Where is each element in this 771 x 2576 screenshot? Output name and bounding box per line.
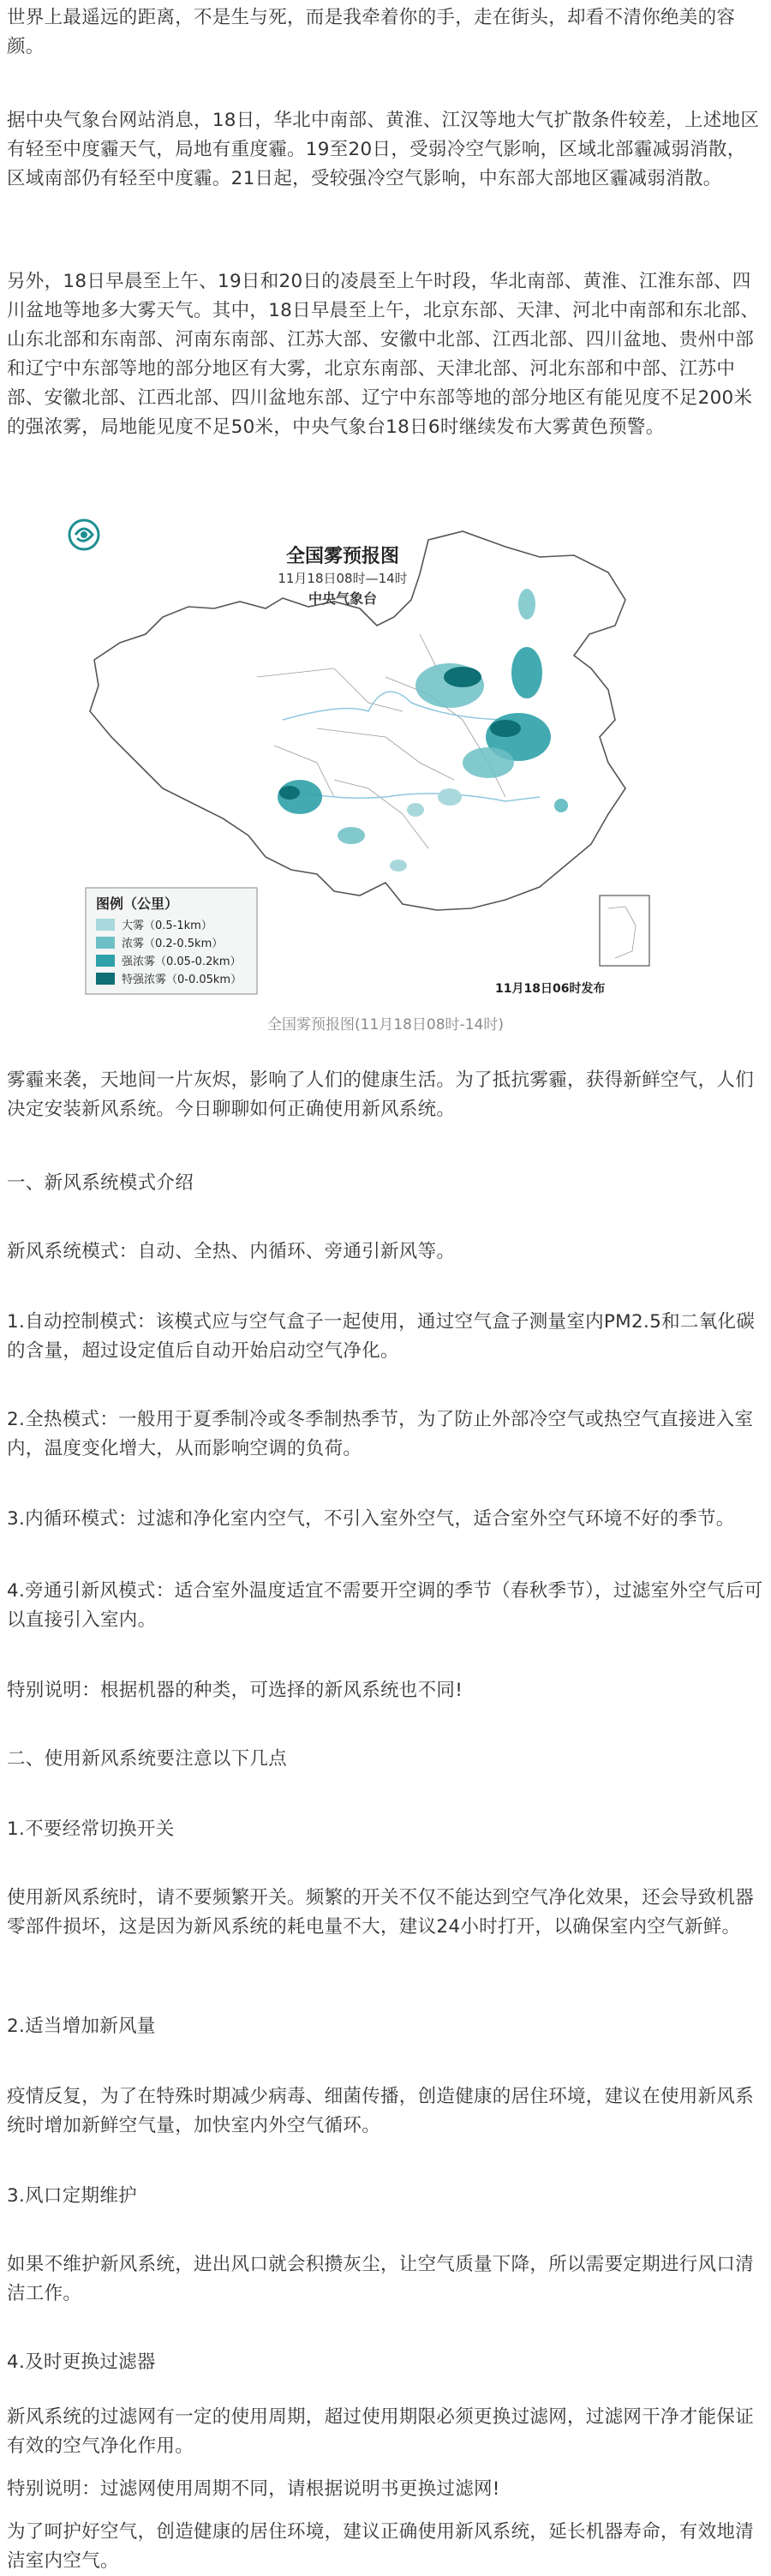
legend-label-dense-fog: 强浓雾（0.05-0.2km） <box>122 956 242 968</box>
paragraph-air-volume: 疫情反复，为了在特殊时期减少病毒、细菌传播，创造健康的居住环境，建议在使用新风系统时增加新鲜空气量，加快室内外空气循环。 <box>7 2086 755 2136</box>
subheading-vent-maintenance: 3.风口定期维护 <box>7 2185 137 2207</box>
fog-area-hebei-core <box>444 667 481 687</box>
legend-swatch-extra-dense-fog <box>96 973 115 985</box>
paragraph-smog-intro: 雾霾来袭，天地间一片灰烬，影响了人们的健康生活。为了抵抗雾霾，获得新鲜空气，人们决定安装新风系统。今日聊聊如何正确使用新风系统。 <box>7 1069 755 1120</box>
fog-area-northeast <box>518 589 535 620</box>
paragraph-switching: 使用新风系统时，请不要频繁开关。频繁的开关不仅不能达到空气净化效果，还会导致机器零部件损坏，这是因为新风系统的耗电量不大，建议24小时打开，以确保室内空气新鲜。 <box>7 1887 755 1938</box>
paragraph-vent-maintenance: 如果不维护新风系统，进出风口就会积攒灰尘，让空气质量下降，所以需要定期进行风口清洁工作。 <box>7 2254 755 2304</box>
subheading-filter-replacement: 4.及时更换过滤器 <box>7 2351 156 2373</box>
legend-swatch-fog <box>96 919 115 931</box>
paragraph-intro-quote: 世界上最遥远的距离，不是生与死，而是我牵着你的手，走在街头，却看不清你绝美的容颜。 <box>7 7 736 57</box>
map-time-range: 11月18日08时—14时 <box>278 571 408 586</box>
fog-area-sichuan-core <box>279 786 300 800</box>
legend-label-extra-dense-fog: 特强浓雾（0-0.05km） <box>122 973 242 986</box>
paragraph-weather-report: 据中央气象台网站消息，18日，华北中南部、黄淮、江汉等地大气扩散条件较差，上述地区有轻至中度霾天气，局地有重度霾。19至20日，受弱冷空气影响，区域北部霾减弱消散，区域南部仍有轻至中度霾。21日起，受较强冷空气影响，中东部大部地区霾减弱消散。 <box>7 110 760 189</box>
figure-caption: 全国雾预报图(11月18日08时-14时) <box>267 1016 504 1033</box>
section-heading-modes: 一、新风系统模式介绍 <box>7 1172 194 1194</box>
paragraph-modes-note: 特别说明：根据机器的种类，可选择的新风系统也不同! <box>7 1680 463 1701</box>
legend-label-fog: 大雾（0.5-1km） <box>122 920 212 932</box>
south-china-sea-inset <box>600 896 649 966</box>
fog-area-zhejiang <box>554 799 568 812</box>
fog-area-anhui <box>463 747 514 778</box>
map-legend <box>86 888 257 994</box>
fog-area-jiangxi <box>438 788 462 806</box>
fog-area-hunan <box>407 803 424 817</box>
paragraph-recirculation-mode: 3.内循环模式：过滤和净化室内空气，不引入室外空气，适合室外空气环境不好的季节。 <box>7 1508 735 1530</box>
subheading-air-volume: 2.适当增加新风量 <box>7 2016 156 2037</box>
fog-map-svg <box>60 506 698 1009</box>
paragraph-filter-replacement: 新风系统的过滤网有一定的使用周期，超过使用期限必须更换过滤网，过滤网干净才能保证有效的空气净化作用。 <box>7 2406 755 2457</box>
paragraph-auto-mode: 1.自动控制模式：该模式应与空气盒子一起使用，通过空气盒子测量室内PM2.5和二氧化碳的含量，超过设定值后自动开始启动空气净化。 <box>7 1311 756 1362</box>
map-title: 全国雾预报图 <box>285 546 400 567</box>
paragraph-full-heat-mode: 2.全热模式：一般用于夏季制冷或冬季制热季节，为了防止外部冷空气或热空气直接进入室内，温度变化增大，从而影响空调的负荷。 <box>7 1409 754 1459</box>
map-agency: 中央气象台 <box>308 590 378 607</box>
paragraph-modes-list: 新风系统模式：自动、全热、内循环、旁通引新风等。 <box>7 1241 456 1262</box>
subheading-switching: 1.不要经常切换开关 <box>7 1818 175 1840</box>
paragraph-bypass-mode: 4.旁通引新风模式：适合室外温度适宜不需要开空调的季节（春秋季节），过滤室外空气后可以直接引入室内。 <box>7 1580 763 1631</box>
legend-title: 图例（公里） <box>96 896 179 912</box>
issued-time: 11月18日06时发布 <box>495 982 606 996</box>
paragraph-filter-note: 特别说明：过滤网使用周期不同，请根据说明书更换过滤网! <box>7 2478 500 2500</box>
legend-label-thick-fog: 浓雾（0.2-0.5km） <box>122 938 224 950</box>
paragraph-fog-report: 另外，18日早晨至上午、19日和20日的凌晨至上午时段，华北南部、黄淮、江淮东部、四川盆地等地多大雾天气。其中，18日早晨至上午，北京东部、天津、河北中南部和东北部、山东北部和东南部、河南东南部、江苏大部、安徽中北部、江西北部、四川盆地、贵州中部和辽宁中东部等地的部分地区有大雾，北京东南部、天津北部、河北东部和中部、江苏中部、安徽北部、江西北部、四川盆地东部、辽宁中东部等地的部分地区有能见度不足200米的强浓雾，局地能见度不足50米，中央气象台18日6时继续发布大雾黄色预警。 <box>7 271 760 438</box>
fog-area-guangxi <box>390 860 407 872</box>
fog-area-jiangsu-core <box>490 720 521 737</box>
section-heading-precautions: 二、使用新风系统要注意以下几点 <box>7 1748 288 1770</box>
legend-swatch-thick-fog <box>96 937 115 949</box>
legend-swatch-dense-fog <box>96 955 115 967</box>
paragraph-conclusion: 为了呵护好空气，创造健康的居住环境，建议正确使用新风系统，延长机器寿命，有效地清洁室内空气。 <box>7 2521 755 2572</box>
fog-area-liaoning <box>511 647 542 698</box>
fog-area-guizhou <box>338 827 365 844</box>
fog-forecast-map <box>60 506 698 1009</box>
